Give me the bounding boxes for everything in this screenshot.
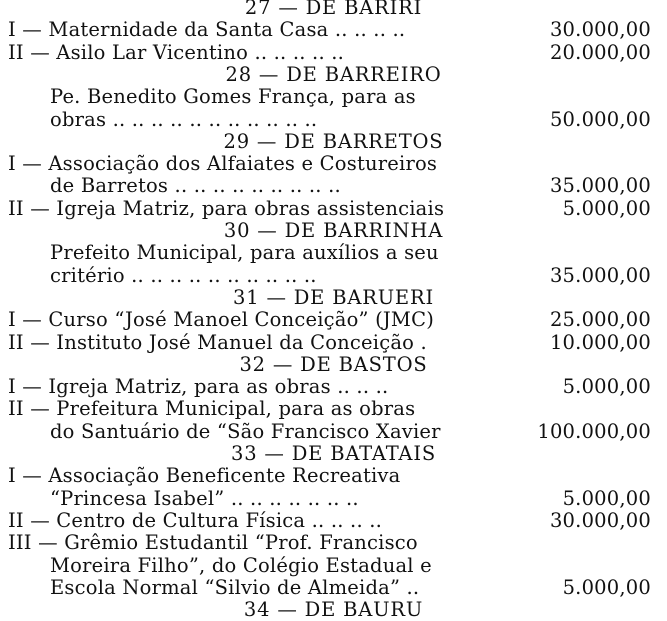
entry-line	[0, 421, 667, 443]
entry-line	[0, 86, 667, 108]
entry-description: Moreira Filho”, do Colégio Estadual e	[50, 553, 432, 577]
entry-description: Escola Normal “Silvio de Almeida” ..	[50, 575, 420, 599]
entry-line	[0, 532, 667, 554]
entry-amount: 100.000,00	[537, 419, 651, 443]
entry-line	[0, 19, 667, 41]
entry-amount: 35.000,00	[549, 174, 651, 198]
entry-line	[0, 376, 667, 398]
entry-description: de Barretos .. .. .. .. .. .. .. .. ..	[50, 174, 341, 198]
entry-description: I — Igreja Matriz, para as obras .. .. ..	[8, 375, 389, 399]
entry-line	[0, 577, 667, 599]
entry-description: “Princesa Isabel” .. .. .. .. .. .. ..	[50, 486, 359, 510]
entry-amount: 30.000,00	[549, 508, 651, 532]
entry-description: Prefeito Municipal, para auxílios a seu	[50, 241, 439, 265]
section-heading: 33 — DE BATATAIS	[231, 442, 436, 465]
entry-amount: 20.000,00	[549, 40, 651, 64]
entry-line	[0, 309, 667, 331]
entry-amount: 5.000,00	[562, 486, 651, 510]
entry-line	[0, 465, 667, 487]
entry-description: II — Centro de Cultura Física .. .. .. ..	[8, 508, 383, 532]
entry-description: II — Asilo Lar Vicentino .. .. .. .. ..	[8, 40, 345, 64]
entry-description: I — Associação Beneficente Recreativa	[8, 464, 401, 488]
entry-amount: 25.000,00	[549, 308, 651, 332]
entry-amount: 30.000,00	[549, 18, 651, 42]
section-heading: 30 — DE BARRINHA	[223, 219, 444, 242]
entry-description: do Santuário de “São Francisco Xavier	[50, 419, 441, 443]
section-heading: 31 — DE BARUERI	[233, 285, 434, 309]
section-heading: 32 — DE BASTOS	[239, 352, 428, 376]
entry-line	[0, 153, 667, 175]
section-heading: 34 — DE BAURU	[243, 598, 424, 621]
entry-line	[0, 175, 667, 197]
entry-amount: 35.000,00	[549, 263, 651, 287]
entry-description: I — Associação dos Alfaiates e Costureiros	[8, 152, 438, 176]
entry-line	[0, 42, 667, 64]
entry-description: III — Grêmio Estudantil “Prof. Francisco	[8, 531, 418, 555]
section-heading: 28 — DE BARREIRO	[225, 62, 442, 86]
entry-amount: 10.000,00	[549, 330, 651, 354]
section-heading: 29 — DE BARRETOS	[223, 129, 444, 153]
entry-amount: 5.000,00	[562, 196, 651, 220]
section-heading: 27 — DE BARIRI	[244, 0, 423, 19]
entry-amount: 5.000,00	[562, 375, 651, 399]
entry-description: II — Instituto José Manuel da Conceição .	[8, 330, 427, 354]
entry-line	[0, 198, 667, 220]
entry-line	[0, 510, 667, 532]
entry-line	[0, 398, 667, 420]
entry-description: Pe. Benedito Gomes França, para as	[50, 85, 416, 109]
entry-description: II — Igreja Matriz, para obras assistenciais	[8, 196, 445, 220]
entry-line	[0, 555, 667, 577]
entry-description: I — Maternidade da Santa Casa .. .. .. ..	[8, 18, 406, 42]
entry-line	[0, 265, 667, 287]
entry-description: obras .. .. .. .. .. .. .. .. .. .. ..	[50, 107, 318, 131]
entry-description: I — Curso “José Manoel Conceição” (JMC)	[8, 308, 435, 332]
entry-description: II — Prefeitura Municipal, para as obras	[8, 397, 416, 421]
entry-amount: 50.000,00	[549, 107, 651, 131]
entry-line	[0, 109, 667, 131]
entry-line	[0, 488, 667, 510]
entry-description: critério .. .. .. .. .. .. .. .. .. ..	[50, 263, 317, 287]
entry-line	[0, 242, 667, 264]
entry-amount: 5.000,00	[562, 575, 651, 599]
entry-line	[0, 332, 667, 354]
